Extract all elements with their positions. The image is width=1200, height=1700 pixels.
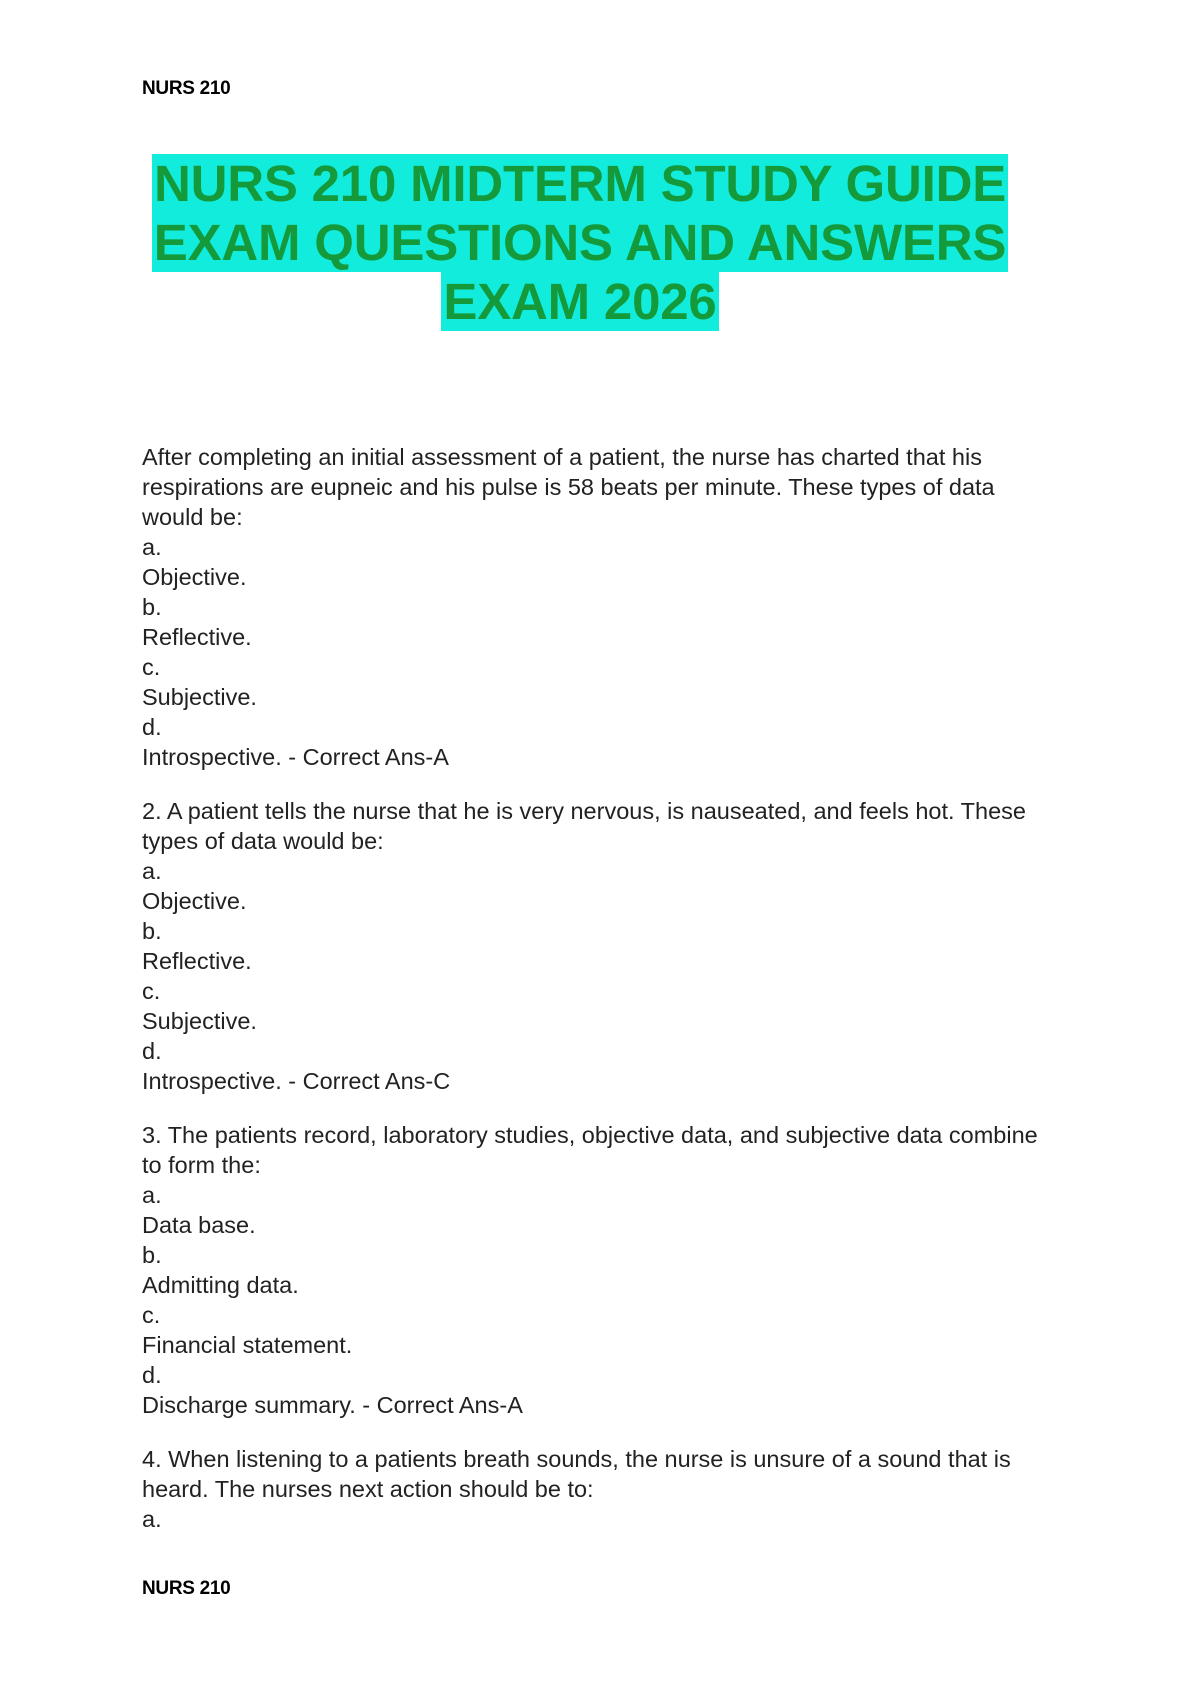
running-header: NURS 210: [142, 78, 231, 99]
option-text: Objective.: [142, 888, 247, 914]
title-line: EXAM 2026: [443, 273, 717, 330]
question-item: [142, 442, 1062, 772]
title-line: EXAM QUESTIONS AND ANSWERS: [153, 214, 1007, 271]
option-text: Reflective.: [142, 624, 252, 650]
question-item: [142, 1120, 1062, 1420]
question-text: 4. When listening to a patients breath sounds, the nurse is unsure of a sound that is heard. The nurses next action should be to:: [142, 1446, 1011, 1502]
option-text: Financial statement.: [142, 1332, 353, 1358]
option-text-with-answer: Discharge summary. - Correct Ans-A: [142, 1392, 523, 1418]
option-text-with-answer: Introspective. - Correct Ans-C: [142, 1068, 451, 1094]
questions-list: [142, 442, 1062, 1558]
option-letter: a.: [142, 1506, 162, 1532]
option-text: Data base.: [142, 1212, 256, 1238]
running-footer: NURS 210: [142, 1578, 231, 1599]
option-letter: a.: [142, 1182, 162, 1208]
question-text: After completing an initial assessment of a patient, the nurse has charted that his respirations are eupneic and his pulse is 58 beats per minute. These types of data would be:: [142, 444, 995, 530]
option-letter: b.: [142, 918, 162, 944]
option-text: Objective.: [142, 564, 247, 590]
question-text: 3. The patients record, laboratory studies, objective data, and subjective data combine to form the:: [142, 1122, 1038, 1178]
option-letter: d.: [142, 1038, 162, 1064]
option-letter: c.: [142, 1302, 161, 1328]
title-line: NURS 210 MIDTERM STUDY GUIDE: [153, 155, 1007, 212]
option-letter: c.: [142, 978, 161, 1004]
question-text: 2. A patient tells the nurse that he is very nervous, is nauseated, and feels hot. These types of data would be:: [142, 798, 1026, 854]
option-text: Subjective.: [142, 684, 257, 710]
question-item: [142, 1444, 1062, 1534]
document-title: [150, 154, 1010, 331]
option-letter: c.: [142, 654, 161, 680]
question-item: [142, 796, 1062, 1096]
option-text: Reflective.: [142, 948, 252, 974]
option-letter: a.: [142, 534, 162, 560]
option-text: Subjective.: [142, 1008, 257, 1034]
option-letter: b.: [142, 594, 162, 620]
option-letter: b.: [142, 1242, 162, 1268]
option-letter: a.: [142, 858, 162, 884]
option-text: Admitting data.: [142, 1272, 299, 1298]
option-text-with-answer: Introspective. - Correct Ans-A: [142, 744, 449, 770]
option-letter: d.: [142, 1362, 162, 1388]
option-letter: d.: [142, 714, 162, 740]
